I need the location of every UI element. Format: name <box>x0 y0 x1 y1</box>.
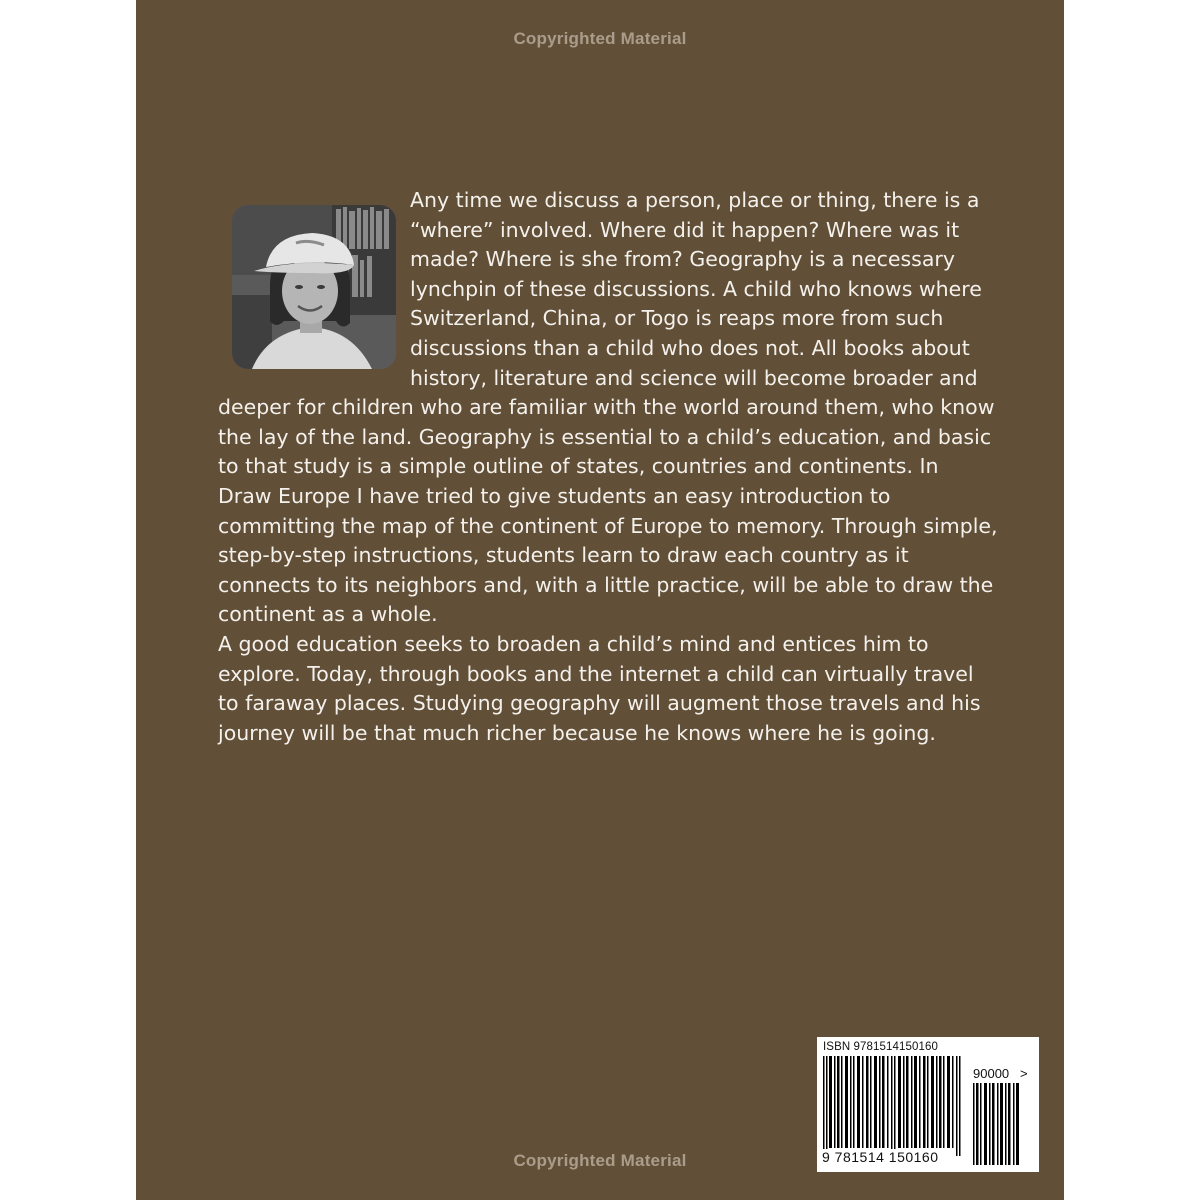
description-paragraph-2: A good education seeks to broaden a child’s mind and entices him to explore. Today, through books and the internet a child can virtually travel to faraway places. Studying geography will augment those travels and his journey will be that much richer because he knows where he is going. <box>218 631 981 745</box>
back-cover <box>136 0 1064 1200</box>
price-code: 90000 <box>973 1066 1010 1081</box>
barcode-bars <box>823 1056 965 1156</box>
book-description <box>218 186 998 748</box>
photo-text-wrap-spacer <box>218 186 410 386</box>
isbn-label: ISBN 9781514150160 <box>823 1041 938 1053</box>
watermark-bottom: Copyrighted Material <box>513 1151 687 1170</box>
description-paragraph-1: Any time we discuss a person, place or thing, there is a “where” involved. Where did it happen? Where was it made? Where is she from? Geography is a necessary lynchpin of these discussions. A child who knows where Switzerland, China, or Togo is reaps more from such discussions than a child who does not. All books about history, literature and science will become broader and deeper for children who are familiar with the world around them, who know the lay of the land. Geography is essential to a child’s education, and basic to that study is a simple outline of states, countries and continents. In Draw Europe I have tried to give students an easy introduction to committing the map of the continent of Europe to memory. Through simple, step-by-step instructions, students learn to draw each country as it connects to its neighbors and, with a little practice, will be able to draw the continent as a whole. <box>218 188 998 627</box>
watermark-top: Copyrighted Material <box>513 29 687 48</box>
price-arrow: > <box>1020 1066 1028 1081</box>
isbn-digits: 9 781514 150160 <box>822 1149 939 1165</box>
